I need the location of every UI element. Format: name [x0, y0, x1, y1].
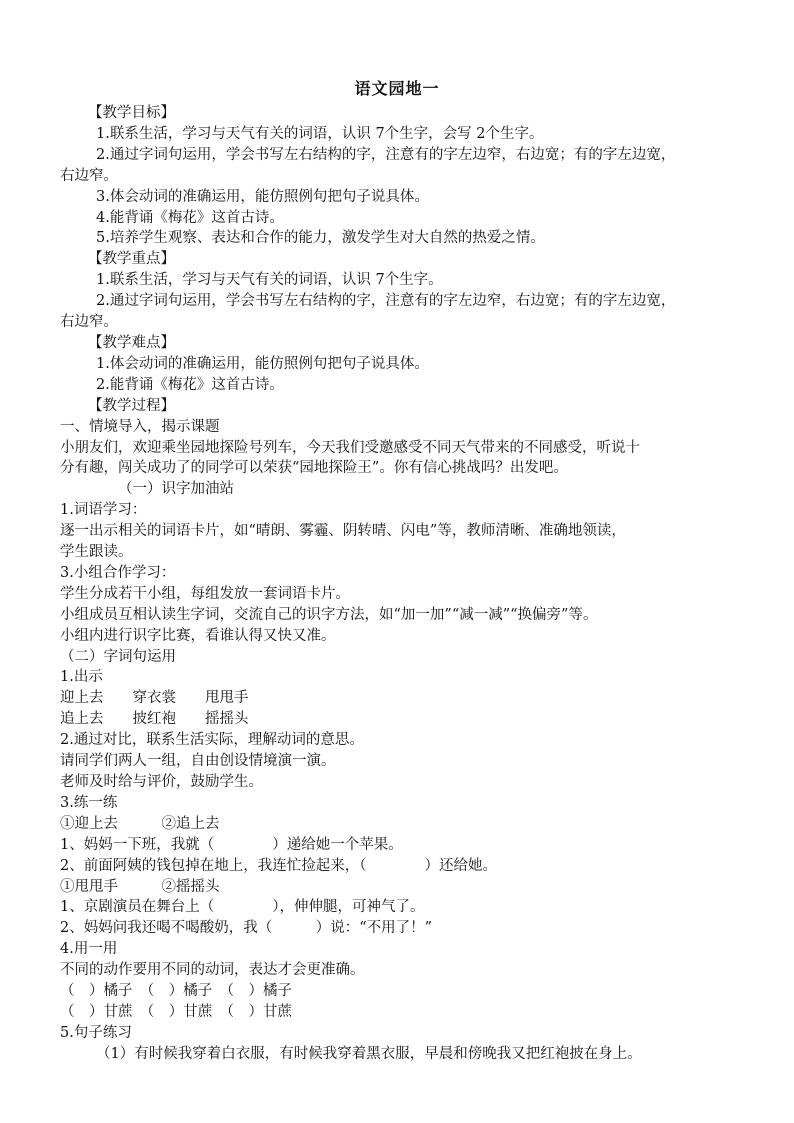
text-line: 3.练一练 [60, 794, 118, 811]
text-line: 【教学目标】 [88, 105, 175, 121]
text-line: 1、京剧演员在舞台上（ ），伸伸腿，可神气了。 [60, 899, 425, 916]
document-title: 语文园地一 [354, 79, 440, 98]
text-line: 5.培养学生观察、表达和合作的能力，激发学生对大自然的热爱之情。 [96, 230, 545, 247]
text-line: 3.体会动词的准确运用，能仿照例句把句子说具体。 [96, 188, 429, 205]
text-line: 迎上去 穿衣裳 甩甩手 [60, 690, 249, 707]
text-line: 右边窄。 [60, 314, 118, 331]
text-line: 一、情境导入，揭示课题 [60, 418, 220, 435]
text-line: 逐一出示相关的词语卡片，如“晴朗、雾霾、阴转晴、闪电”等，教师清晰、准确地领读， [60, 523, 626, 540]
text-line: 小组内进行识字比赛，看谁认得又快又准。 [60, 627, 336, 644]
document-body [60, 103, 740, 1065]
text-line: 1、妈妈一下班，我就（ ）递给她一个苹果。 [60, 836, 403, 853]
text-line: 小朋友们，欢迎乘坐园地探险号列车，今天我们受邀感受不同天气带来的不同感受，听说十 [60, 439, 640, 456]
text-line: 1.出示 [60, 669, 103, 686]
text-line: 1.联系生活，学习与天气有关的词语，认识 7个生字，会写 2个生字。 [96, 125, 544, 142]
text-line: 【教学难点】 [88, 334, 175, 351]
text-line: （1）有时候我穿着白衣服，有时候我穿着黑衣服，早晨和傍晚我又把红袍披在身上。 [96, 1045, 642, 1062]
text-line: ①甩甩手 ②摇摇头 [60, 878, 220, 895]
text-line: （二）字词句运用 [60, 648, 176, 665]
text-line: 1.词语学习： [60, 502, 147, 519]
text-line: 不同的动作要用不同的动词，表达才会更准确。 [60, 962, 365, 979]
text-line: 右边窄。 [60, 167, 118, 184]
text-line: 2.通过字词句运用，学会书写左右结构的字，注意有的字左边窄，右边宽；有的字左边宽， [96, 146, 676, 163]
text-line: ①迎上去 ②追上去 [60, 815, 220, 832]
text-line: 5.句子练习 [60, 1024, 132, 1041]
text-line: 2.通过字词句运用，学会书写左右结构的字，注意有的字左边窄，右边宽；有的字左边宽， [96, 293, 676, 310]
text-line: 3.小组合作学习： [60, 564, 176, 581]
text-line: （一）识字加油站 [118, 481, 234, 498]
text-line: 2、前面阿姨的钱包掉在地上，我连忙捡起来，（ ）还给她。 [60, 857, 497, 874]
text-line: 4.用一用 [60, 941, 118, 958]
text-line: 老师及时给与评价，鼓励学生。 [60, 774, 263, 790]
text-line: 请同学们两人一组，自由创设情境演一演。 [60, 753, 336, 770]
text-line: 【教学过程】 [88, 397, 175, 414]
text-line: （ ）橘子 （ ）橘子 （ ）橘子 [60, 983, 292, 1000]
text-line: 学生跟读。 [60, 544, 133, 561]
text-line: （ ）甘蔗 （ ）甘蔗 （ ）甘蔗 [60, 1003, 292, 1020]
text-line: 分有趣，闯关成功了的同学可以荣获“园地探险王”。你有信心挑战吗？出发吧。 [60, 460, 568, 477]
text-line: 4.能背诵《梅花》这首古诗。 [96, 209, 284, 226]
text-line: 2.能背诵《梅花》这首古诗。 [96, 376, 284, 393]
text-line: 追上去 披红袍 摇摇头 [60, 711, 249, 728]
text-line: 2.通过对比，联系生活实际，理解动词的意思。 [60, 732, 364, 749]
text-line: 学生分成若干小组，每组发放一套词语卡片。 [60, 585, 350, 602]
text-line: 1.联系生活，学习与天气有关的词语，认识 7个生字。 [96, 272, 443, 289]
text-line: 【教学重点】 [88, 251, 175, 268]
text-line: 2、妈妈问我还喝不喝酸奶，我（ ）说：“不用了！” [60, 920, 433, 937]
text-line: 小组成员互相认读生字词，交流自己的识字方法，如“加一加”“减一减”“换偏旁”等。 [60, 606, 598, 623]
text-line: 1.体会动词的准确运用，能仿照例句把句子说具体。 [96, 355, 429, 372]
